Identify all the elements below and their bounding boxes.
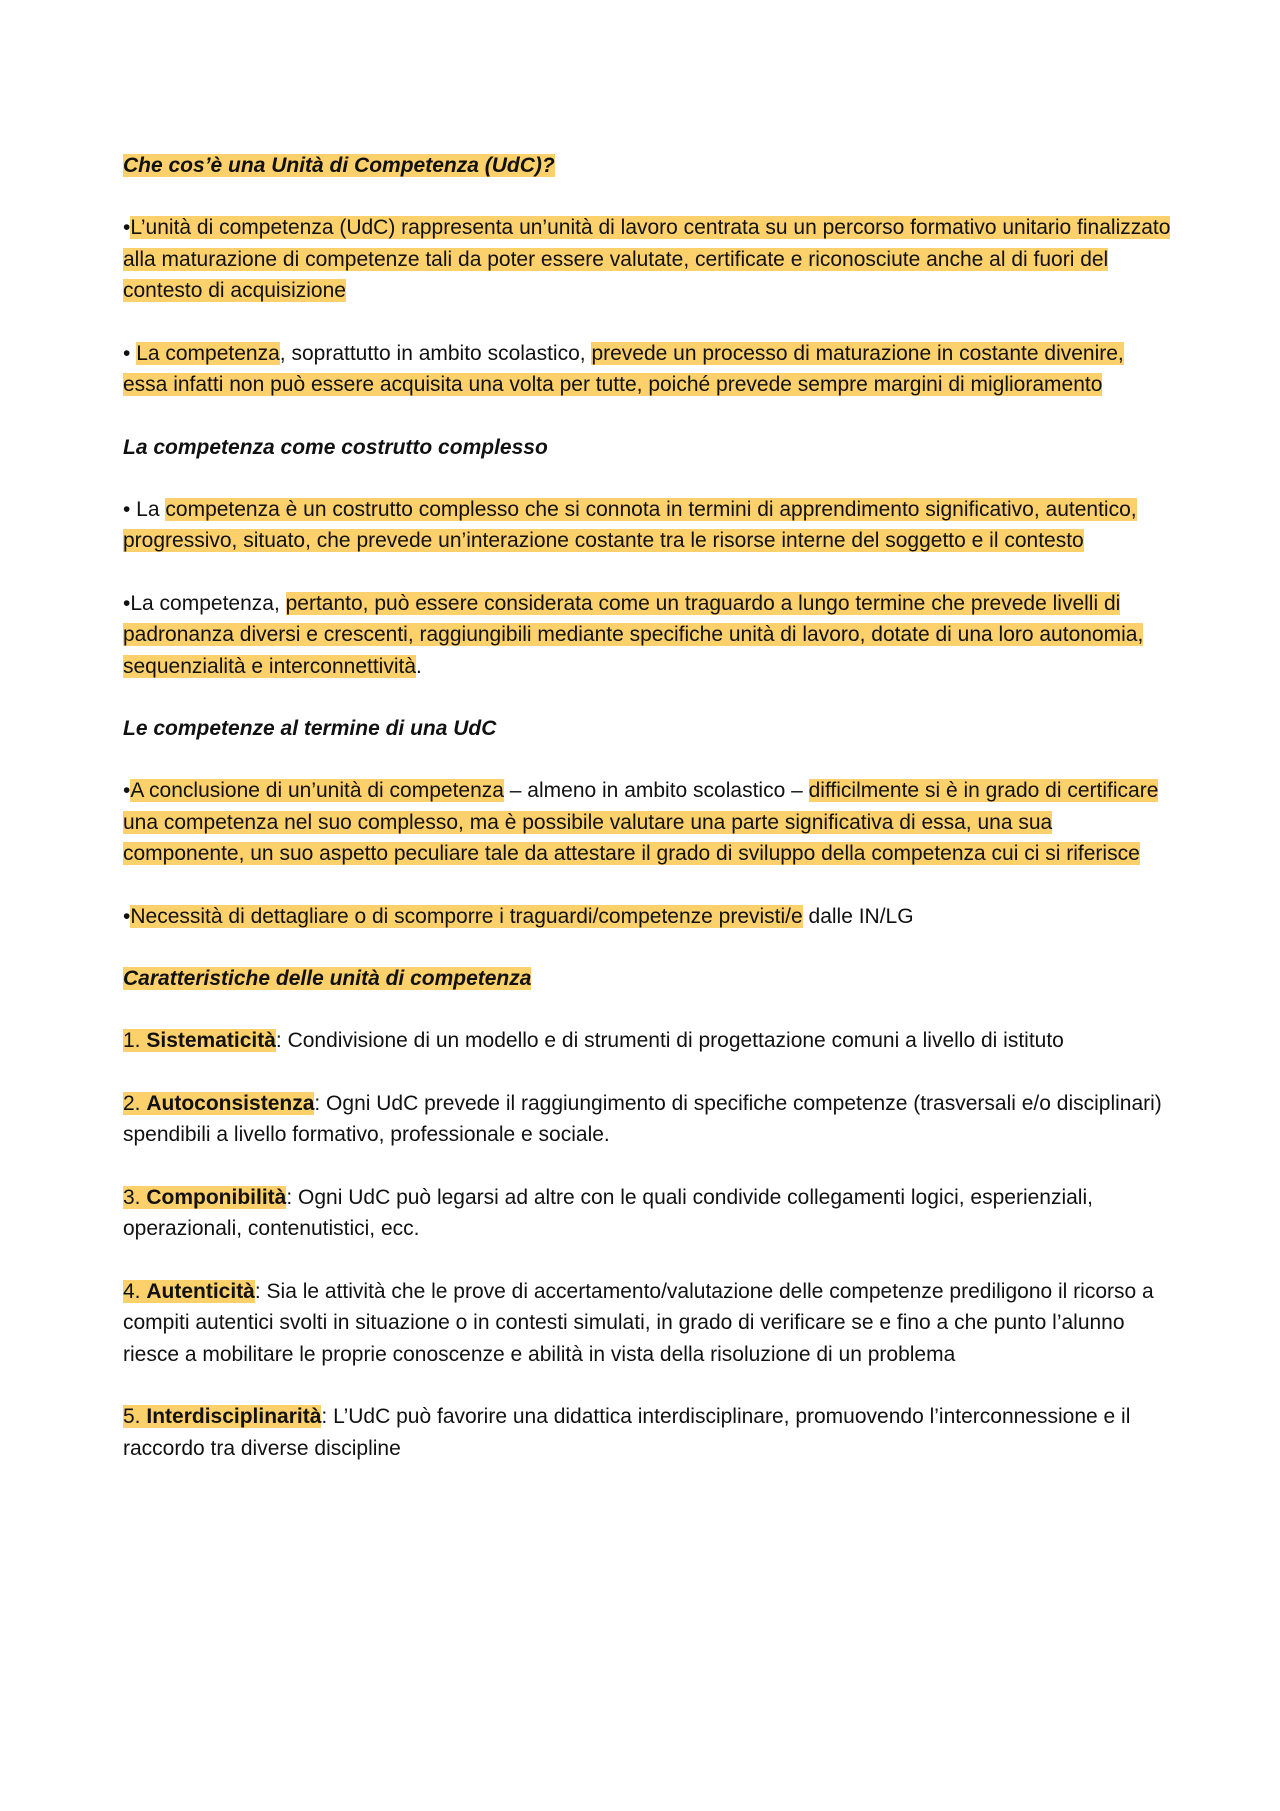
bullet: • La bbox=[123, 497, 166, 521]
bullet: • bbox=[123, 779, 131, 802]
paragraph-necessita bbox=[123, 901, 1173, 933]
section-heading-costrutto bbox=[123, 432, 1173, 463]
paragraph-traguardo bbox=[123, 588, 1173, 683]
plain-text: . bbox=[416, 654, 422, 678]
highlighted-text: competenza è un costrutto complesso che si connota in termini di apprendimento significativo, autentico, progressivo, situato, che prevede un’interazione costante tra le risorse interne del soggetto e il contesto bbox=[123, 497, 1137, 552]
item-number: 2. bbox=[123, 1091, 147, 1115]
heading-text: La competenza come costrutto complesso bbox=[123, 435, 548, 459]
item-term: Sistematicità bbox=[146, 1029, 276, 1052]
list-item-autenticita bbox=[123, 1276, 1173, 1371]
plain-text: dalle IN/LG bbox=[802, 904, 914, 928]
item-text: : Ogni UdC può legarsi ad altre con le quali condivide collegamenti logici, esperienziali, operazionali, contenutistici, ecc. bbox=[123, 1185, 1093, 1240]
section-heading-caratteristiche bbox=[123, 963, 1173, 994]
section-heading-termine-udc bbox=[123, 713, 1173, 744]
highlighted-text: prevede un processo di maturazione in costante divenire, essa infatti non può essere acquisita una volta per tutte, poiché prevede sempre margini di miglioramento bbox=[123, 341, 1124, 396]
item-term: Componibilità bbox=[146, 1185, 287, 1209]
heading-text: Che cos’è una Unità di Competenza (UdC)? bbox=[123, 154, 555, 177]
highlighted-text: difficilmente si è in grado di certificare una competenza nel suo complesso, ma è possibile valutare una parte significativa di essa, una sua componente, un suo aspetto peculiare tale da attestare il grado di sviluppo della competenza cui ci si riferisce bbox=[123, 779, 1159, 865]
plain-text: , soprattutto in ambito scolastico, bbox=[279, 341, 592, 365]
document-page bbox=[123, 150, 1173, 1495]
list-item-sistematicita bbox=[123, 1025, 1173, 1057]
item-text: : L’UdC può favorire una didattica interdisciplinare, promuovendo l’interconnessione e il raccordo tra diverse discipline bbox=[123, 1405, 1131, 1460]
item-number: 5. bbox=[123, 1405, 147, 1428]
item-number: 4. bbox=[123, 1279, 147, 1303]
heading-text: Le competenze al termine di una UdC bbox=[123, 717, 497, 740]
section-heading-udc bbox=[123, 150, 1173, 181]
item-number: 3. bbox=[123, 1185, 147, 1209]
item-text: : Sia le attività che le prove di accertamento/valutazione delle competenze prediligono il ricorso a compiti autentici svolti in situazione o in contesti simulati, in grado di verificare se e fino a che punto l’alunno riesce a mobilitare le proprie conoscenze e abilità in vista della risoluzione di un problema bbox=[123, 1279, 1154, 1366]
plain-text: – almeno in ambito scolastico – bbox=[503, 779, 809, 802]
bullet: • bbox=[123, 341, 137, 365]
highlighted-text: L’unità di competenza (UdC) rappresenta un’unità di lavoro centrata su un percorso formativo unitario finalizzato alla maturazione di competenze tali da poter essere valutate, certificate e riconosciute anche al di fuori del contesto di acquisizione bbox=[123, 216, 1171, 302]
highlighted-text: La competenza bbox=[136, 341, 280, 365]
item-term: Autenticità bbox=[146, 1279, 255, 1303]
paragraph-conclusione-udc bbox=[123, 775, 1173, 870]
item-term: Autoconsistenza bbox=[146, 1091, 315, 1115]
paragraph-udc-definition bbox=[123, 212, 1173, 307]
item-text: : Ogni UdC prevede il raggiungimento di specifiche competenze (trasversali e/o disciplinari) spendibili a livello formativo, professionale e sociale. bbox=[123, 1091, 1162, 1146]
list-item-interdisciplinarita bbox=[123, 1401, 1173, 1464]
paragraph-costrutto-complesso bbox=[123, 494, 1173, 557]
highlighted-text: A conclusione di un’unità di competenza bbox=[130, 779, 504, 802]
highlighted-text: Necessità di dettagliare o di scomporre i traguardi/competenze previsti/e bbox=[130, 904, 803, 928]
item-number: 1. bbox=[123, 1029, 147, 1052]
bullet: • bbox=[123, 904, 131, 928]
plain-text: •La competenza, bbox=[123, 591, 286, 615]
bullet: • bbox=[123, 216, 131, 239]
highlighted-text: pertanto, può essere considerata come un traguardo a lungo termine che prevede livelli di padronanza diversi e crescenti, raggiungibili mediante specifiche unità di lavoro, dotate di una loro autonomia, sequenzialità e interconnettività bbox=[123, 591, 1144, 678]
paragraph-competenza-maturazione bbox=[123, 338, 1173, 401]
heading-text: Caratteristiche delle unità di competenza bbox=[123, 967, 532, 990]
item-term: Interdisciplinarità bbox=[146, 1405, 322, 1428]
list-item-componibilita bbox=[123, 1182, 1173, 1245]
item-text: : Condivisione di un modello e di strumenti di progettazione comuni a livello di istituto bbox=[275, 1029, 1064, 1052]
list-item-autoconsistenza bbox=[123, 1088, 1173, 1151]
